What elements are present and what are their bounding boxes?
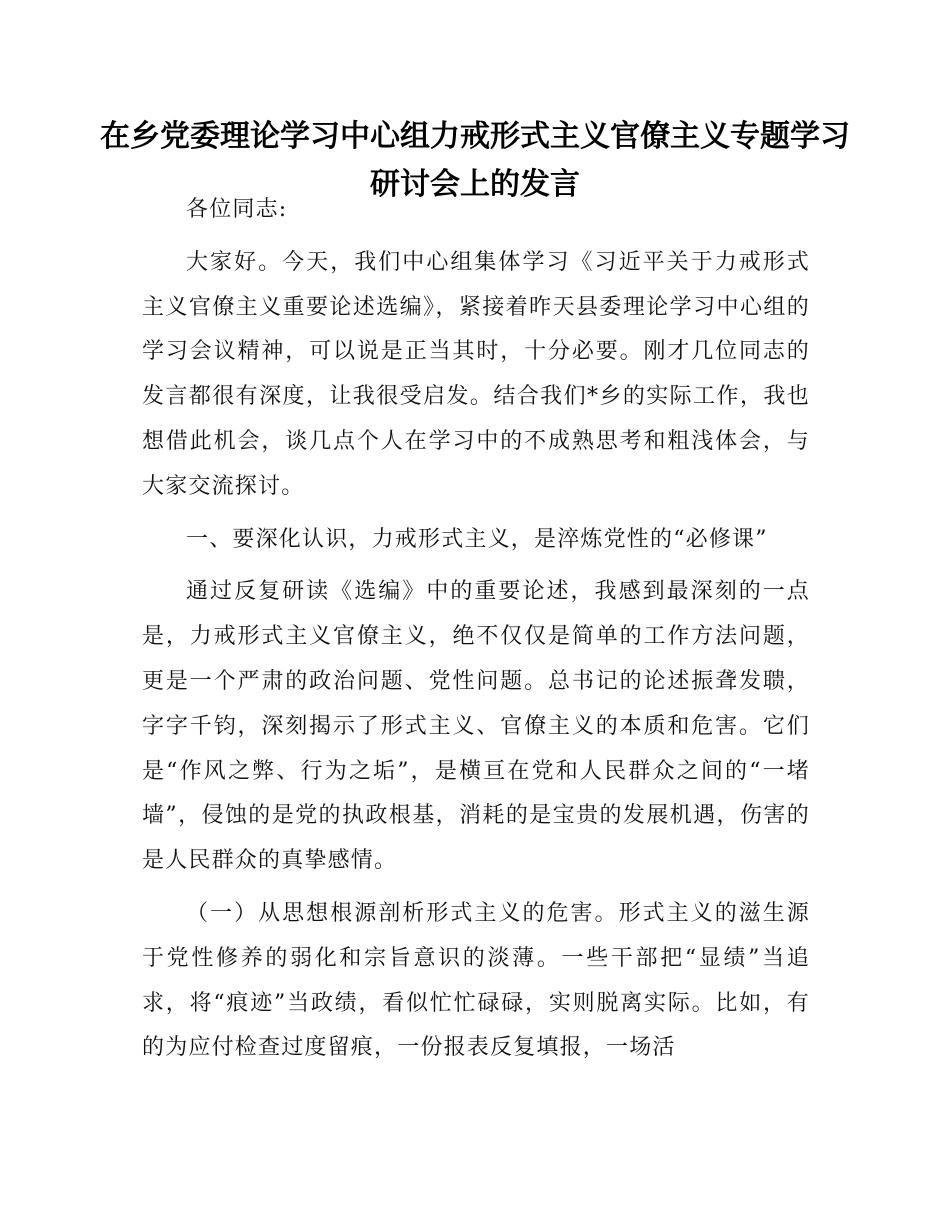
paragraph-intro: 大家好。今天，我们中心组集体学习《习近平关于力戒形式主义官僚主义重要论述选编》，紧接着昨天县委理论学习中心组的学习会议精神，可以说是正当其时，十分必要。刚才几位同志的发言都很有深度，让我很受启发。结合我们*乡的实际工作，我也想借此机会，谈几点个人在学习中的不成熟思考和粗浅体会，与大家交流探讨。 <box>142 249 810 499</box>
salutation: 各位同志: <box>186 197 288 222</box>
paragraph-section-1: 通过反复研读《选编》中的重要论述，我感到最深刻的一点是，力戒形式主义官僚主义，绝不仅仅是简单的工作方法问题，更是一个严肃的政治问题、党性问题。总书记的论述振聋发聩，字字千钧，深刻揭示了形式主义、官僚主义的本质和危害。它们是“作风之弊、行为之垢”，是横亘在党和人民群众之间的“一堵墙”，侵蚀的是党的执政根基，消耗的是宝贵的发展机遇，伤害的是人民群众的真挚感情。 <box>142 579 810 874</box>
paragraph-subsection-1: （一）从思想根源剖析形式主义的危害。形式主义的滋生源于党性修养的弱化和宗旨意识的淡薄。一些干部把“显绩”当追求，将“痕迹”当政绩，看似忙忙碌碌，实则脱离实际。比如，有的为应付检查过度留痕，一份报表反复填报，一场活 <box>142 900 810 1061</box>
document-body <box>142 188 810 1071</box>
document-title: 在乡党委理论学习中心组力戒形式主义官僚主义专题学习研讨会上的发言 <box>100 119 850 202</box>
section-heading-1: 一、要深化认识，力戒形式主义，是淬炼党性的“必修课” <box>186 526 768 552</box>
